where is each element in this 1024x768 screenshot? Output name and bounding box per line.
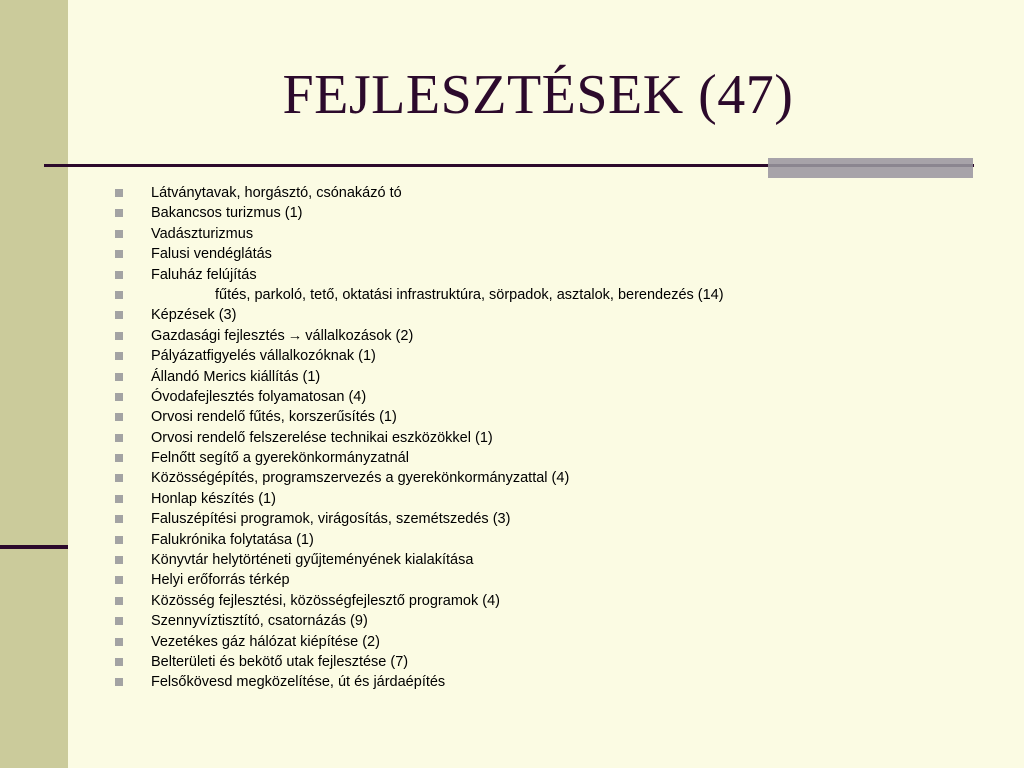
list-item-text: Könyvtár helytörténeti gyűjteményének kialakítása xyxy=(151,552,474,569)
square-bullet-icon xyxy=(115,189,123,197)
list-item xyxy=(113,305,724,325)
list-item xyxy=(113,530,724,550)
list-item xyxy=(113,448,724,468)
title-underline-accent-block xyxy=(768,158,973,178)
list-item xyxy=(113,326,724,346)
square-bullet-icon xyxy=(115,474,123,482)
square-bullet-icon xyxy=(115,454,123,462)
square-bullet-icon xyxy=(115,209,123,217)
square-bullet-icon xyxy=(115,352,123,360)
left-decorative-band xyxy=(0,0,68,768)
band-accent-line xyxy=(0,545,68,549)
list-item-text: Pályázatfigyelés vállalkozóknak (1) xyxy=(151,348,376,365)
square-bullet-icon xyxy=(115,230,123,238)
square-bullet-icon xyxy=(115,291,123,299)
list-item xyxy=(113,407,724,427)
list-item xyxy=(113,183,724,203)
list-item-text: Vadászturizmus xyxy=(151,225,254,242)
list-item-text: Vezetékes gáz hálózat kiépítése (2) xyxy=(151,633,380,650)
list-item-text: Szennyvíztisztító, csatornázás (9) xyxy=(151,613,368,630)
list-item xyxy=(113,509,724,529)
list-item-text: Felnőtt segítő a gyerekönkormányzatnál xyxy=(151,450,409,467)
list-item-text: Faluszépítési programok, virágosítás, szemétszedés (3) xyxy=(151,511,511,528)
list-item-text: Belterületi és bekötő utak fejlesztése (7) xyxy=(151,653,409,670)
accent-block-line xyxy=(768,164,973,167)
list-item-text: Állandó Merics kiállítás (1) xyxy=(151,368,321,385)
list-item xyxy=(113,224,724,244)
square-bullet-icon xyxy=(115,556,123,564)
square-bullet-icon xyxy=(115,332,123,340)
bullet-list xyxy=(113,183,724,693)
list-item xyxy=(113,611,724,631)
square-bullet-icon xyxy=(115,495,123,503)
list-item-text: Honlap készítés (1) xyxy=(151,490,276,507)
list-item-text: Látványtavak, horgásztó, csónakázó tó xyxy=(151,185,402,201)
slide-title: FEJLESZTÉSEK (47) xyxy=(282,64,794,126)
square-bullet-icon xyxy=(115,271,123,279)
square-bullet-icon xyxy=(115,576,123,584)
square-bullet-icon xyxy=(115,597,123,605)
list-item xyxy=(113,468,724,488)
list-item xyxy=(113,489,724,509)
square-bullet-icon xyxy=(115,515,123,523)
list-item xyxy=(113,550,724,570)
square-bullet-icon xyxy=(115,678,123,686)
square-bullet-icon xyxy=(115,638,123,646)
square-bullet-icon xyxy=(115,536,123,544)
list-item-text: Felsőkövesd megközelítése, út és járdaépítés xyxy=(151,674,446,691)
square-bullet-icon xyxy=(115,311,123,319)
list-item xyxy=(113,428,724,448)
square-bullet-icon xyxy=(115,413,123,421)
square-bullet-icon xyxy=(115,434,123,442)
list-item xyxy=(113,570,724,590)
list-item xyxy=(113,632,724,652)
square-bullet-icon xyxy=(115,617,123,625)
list-item-text: Orvosi rendelő fűtés, korszerűsítés (1) xyxy=(151,409,397,426)
list-item xyxy=(113,652,724,672)
list-item xyxy=(113,285,724,305)
square-bullet-icon xyxy=(115,250,123,258)
list-item-text: Bakancsos turizmus (1) xyxy=(151,205,303,222)
list-item xyxy=(113,346,724,366)
square-bullet-icon xyxy=(115,393,123,401)
list-item-text: fűtés, parkoló, tető, oktatási infrastruktúra, sörpadok, asztalok, berendezés (14) xyxy=(215,286,724,303)
list-item xyxy=(113,265,724,285)
square-bullet-icon xyxy=(115,658,123,666)
list-item-text: Falukrónika folytatása (1) xyxy=(151,531,314,548)
list-item xyxy=(113,203,724,223)
list-item-text: Közösség fejlesztési, közösségfejlesztő programok (4) xyxy=(151,592,500,609)
list-item xyxy=(113,367,724,387)
list-item-text: Faluház felújítás xyxy=(151,266,257,283)
list-item-text: Közösségépítés, programszervezés a gyerekönkormányzattal (4) xyxy=(151,470,570,487)
right-arrow-icon: → xyxy=(287,327,303,344)
list-item-text-after-arrow: vállalkozások (2) xyxy=(305,327,414,344)
list-item xyxy=(113,591,724,611)
list-item-text: Orvosi rendelő felszerelése technikai eszközökkel (1) xyxy=(151,429,493,446)
list-item-text: Óvodafejlesztés folyamatosan (4) xyxy=(151,388,367,405)
square-bullet-icon xyxy=(115,373,123,381)
list-item-text-before-arrow: Gazdasági fejlesztés xyxy=(151,327,285,344)
list-item xyxy=(113,672,724,692)
list-item-text: Képzések (3) xyxy=(151,307,237,324)
list-item xyxy=(113,244,724,264)
list-item-text: Falusi vendéglátás xyxy=(151,246,272,263)
list-item-text: Helyi erőforrás térkép xyxy=(151,572,290,589)
list-item xyxy=(113,387,724,407)
